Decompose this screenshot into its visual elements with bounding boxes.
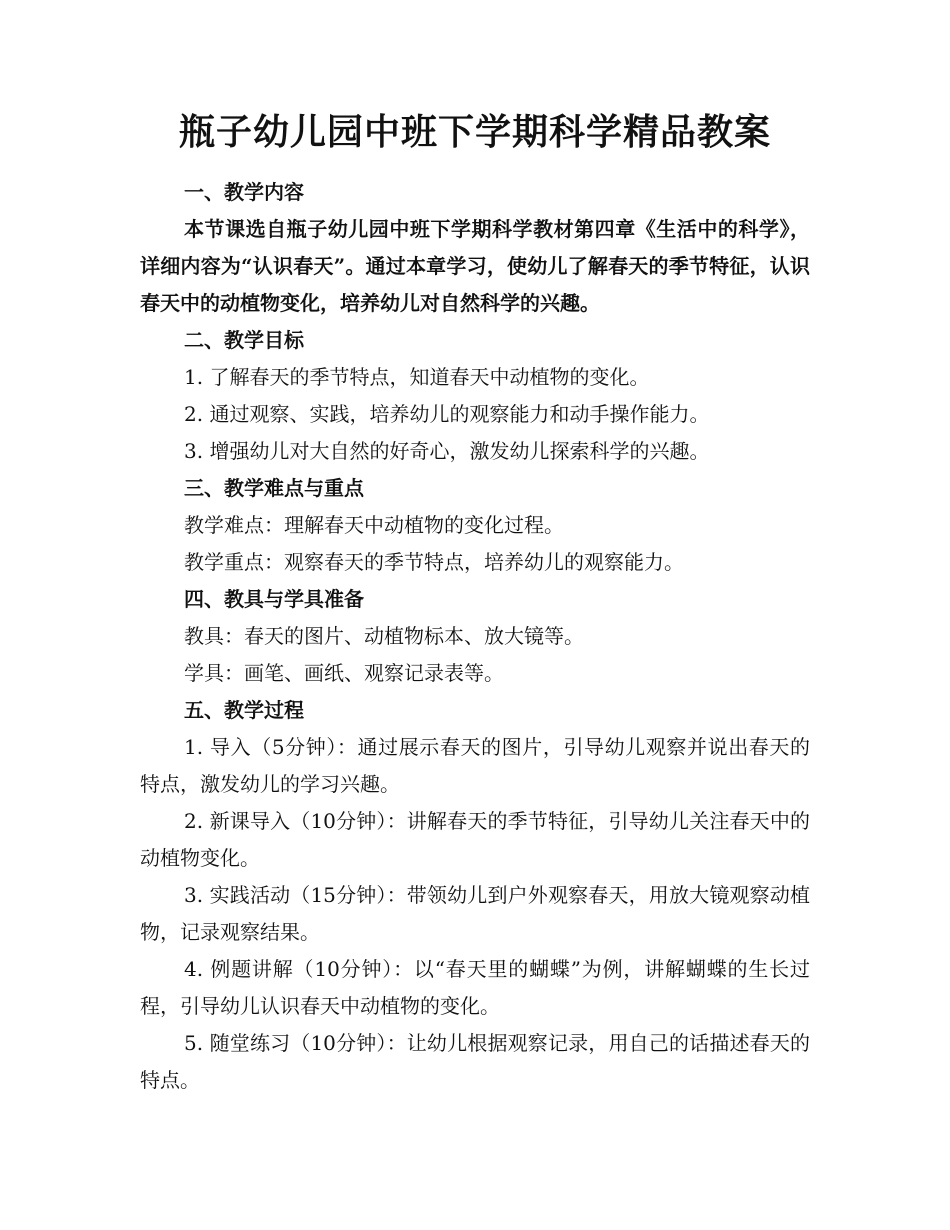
section-heading-difficulties-focus: 三、教学难点与重点 <box>184 476 364 500</box>
document-title: 瓶子幼儿园中班下学期科学精品教案 <box>178 111 771 153</box>
section-heading-teaching-content: 一、教学内容 <box>184 180 304 204</box>
teaching-content-paragraph: 本节课选自瓶子幼儿园中班下学期科学教材第四章《生活中的科学》，详细内容为“认识春天”。通过本章学习，使幼儿了解春天的季节特征，认识春天中的动植物变化，培养幼儿对自然科学的兴趣。 <box>140 217 810 315</box>
teacher-materials-paragraph: 教具：春天的图片、动植物标本、放大镜等。 <box>184 624 584 648</box>
process-step-1: 1. 导入（5分钟）：通过展示春天的图片，引导幼儿观察并说出春天的特点，激发幼儿的学习兴趣。 <box>140 735 810 796</box>
section-heading-materials: 四、教具与学具准备 <box>184 587 364 611</box>
process-step-2: 2. 新课导入（10分钟）：讲解春天的季节特征，引导幼儿关注春天中的动植物变化。 <box>140 809 810 870</box>
goal-item-1: 1. 了解春天的季节特点，知道春天中动植物的变化。 <box>184 365 650 389</box>
document-body <box>140 108 810 1099</box>
process-step-3: 3. 实践活动（15分钟）：带领幼儿到户外观察春天，用放大镜观察动植物，记录观察结果。 <box>140 883 810 944</box>
goal-item-2: 2. 通过观察、实践，培养幼儿的观察能力和动手操作能力。 <box>184 402 710 426</box>
student-materials-paragraph: 学具：画笔、画纸、观察记录表等。 <box>184 661 504 685</box>
process-step-5: 5. 随堂练习（10分钟）：让幼儿根据观察记录，用自己的话描述春天的特点。 <box>140 1031 810 1092</box>
section-heading-teaching-goals: 二、教学目标 <box>184 328 304 352</box>
goal-item-3: 3. 增强幼儿对大自然的好奇心，激发幼儿探索科学的兴趣。 <box>184 439 710 463</box>
process-step-4: 4. 例题讲解（10分钟）：以“春天里的蝴蝶”为例，讲解蝴蝶的生长过程，引导幼儿认识春天中动植物的变化。 <box>140 957 810 1018</box>
section-heading-teaching-process: 五、教学过程 <box>184 698 304 722</box>
difficulty-paragraph: 教学难点：理解春天中动植物的变化过程。 <box>184 513 564 537</box>
focus-paragraph: 教学重点：观察春天的季节特点，培养幼儿的观察能力。 <box>184 550 684 574</box>
